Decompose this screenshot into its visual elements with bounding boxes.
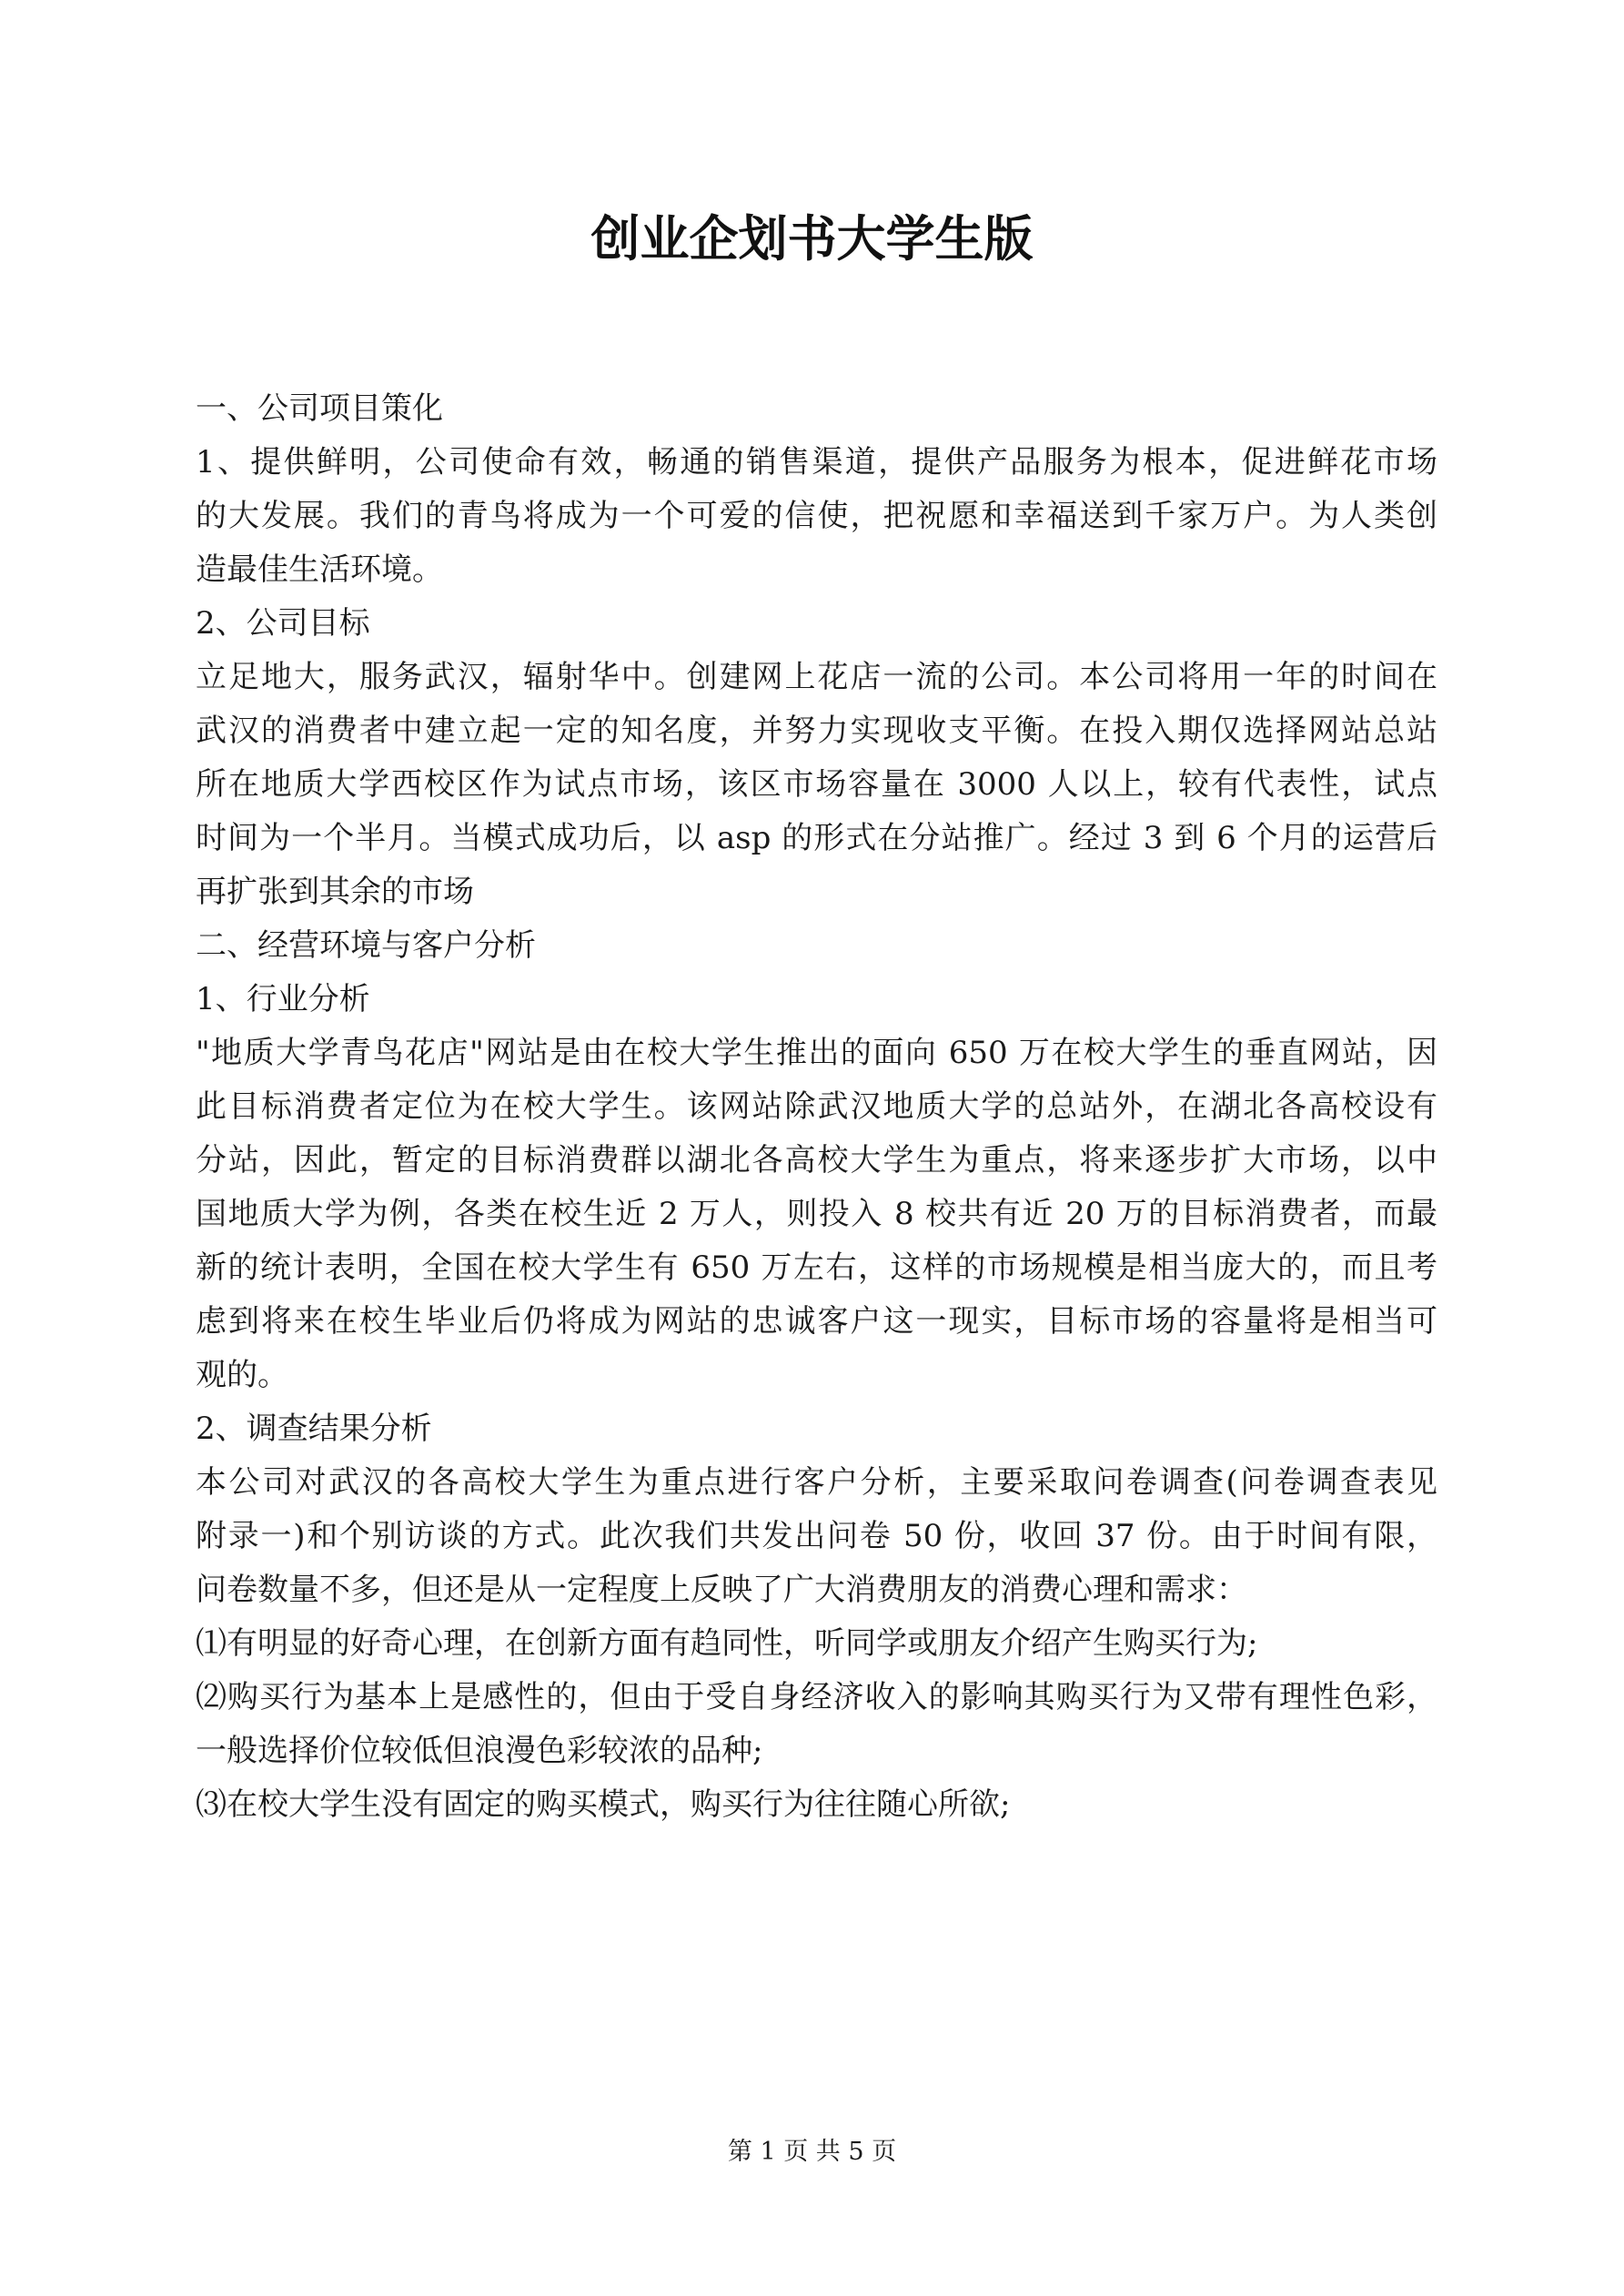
- page-footer: 第 1 页 共 5 页: [727, 2138, 897, 2166]
- paragraph-line: 国地质大学为例，各类在校生近 2 万人，则投入 8 校共有近 20 万的目标消费者，而最: [196, 1196, 1437, 1232]
- paragraph-line: 的大发展。我们的青鸟将成为一个可爱的信使，把祝愿和幸福送到千家万户。为人类创: [196, 498, 1437, 534]
- document-title: 创业企划书大学生版: [590, 209, 1034, 268]
- paragraph-line: 虑到将来在校生毕业后仍将成为网站的忠诚客户这一现实，目标市场的容量将是相当可: [196, 1303, 1437, 1340]
- subsection-heading: 2、调查结果分析: [196, 1411, 432, 1447]
- list-item: ⑴有明显的好奇心理，在创新方面有趋同性，听同学或朋友介绍产生购买行为;: [196, 1625, 1258, 1662]
- document-body: [196, 382, 1437, 1832]
- paragraph-line: 新的统计表明，全国在校大学生有 650 万左右，这样的市场规模是相当庞大的，而且考: [196, 1249, 1437, 1286]
- paragraph-line: 1、提供鲜明，公司使命有效，畅通的销售渠道，提供产品服务为根本，促进鲜花市场: [196, 444, 1437, 480]
- paragraph-line: 造最佳生活环境。: [196, 551, 443, 588]
- section-heading: 二、经营环境与客户分析: [196, 927, 536, 964]
- paragraph-line: 观的。: [196, 1357, 288, 1393]
- paragraph-line: 再扩张到其余的市场: [196, 874, 474, 910]
- paragraph-line: "地质大学青鸟花店"网站是由在校大学生推出的面向 650 万在校大学生的垂直网站，因: [196, 1035, 1437, 1071]
- subsection-heading: 1、行业分析: [196, 981, 370, 1017]
- paragraph-line: 本公司对武汉的各高校大学生为重点进行客户分析，主要采取问卷调查(问卷调查表见: [196, 1464, 1437, 1501]
- paragraph-line: 时间为一个半月。当模式成功后，以 asp 的形式在分站推广。经过 3 到 6 个月的运营后: [196, 820, 1437, 856]
- paragraph-line: 附录一)和个别访谈的方式。此次我们共发出问卷 50 份，收回 37 份。由于时间有限，: [196, 1518, 1437, 1554]
- list-item-continuation: 一般选择价位较低但浪漫色彩较浓的品种;: [196, 1733, 763, 1769]
- paragraph-line: 问卷数量不多，但还是从一定程度上反映了广大消费朋友的消费心理和需求：: [196, 1572, 1247, 1608]
- section-heading: 一、公司项目策化: [196, 390, 443, 427]
- list-item: ⑵购买行为基本上是感性的，但由于受自身经济收入的影响其购买行为又带有理性色彩，: [196, 1679, 1437, 1715]
- paragraph-line: 此目标消费者定位为在校大学生。该网站除武汉地质大学的总站外，在湖北各高校设有: [196, 1088, 1437, 1125]
- paragraph-line: 立足地大，服务武汉，辐射华中。创建网上花店一流的公司。本公司将用一年的时间在: [196, 659, 1437, 695]
- paragraph-line: 分站，因此，暂定的目标消费群以湖北各高校大学生为重点，将来逐步扩大市场，以中: [196, 1142, 1437, 1178]
- paragraph-line: 所在地质大学西校区作为试点市场，该区市场容量在 3000 人以上，较有代表性，试点: [196, 766, 1437, 803]
- list-item: ⑶在校大学生没有固定的购买模式，购买行为往往随心所欲;: [196, 1786, 1011, 1823]
- paragraph-line: 武汉的消费者中建立起一定的知名度，并努力实现收支平衡。在投入期仅选择网站总站: [196, 713, 1437, 749]
- subsection-heading: 2、公司目标: [196, 605, 370, 642]
